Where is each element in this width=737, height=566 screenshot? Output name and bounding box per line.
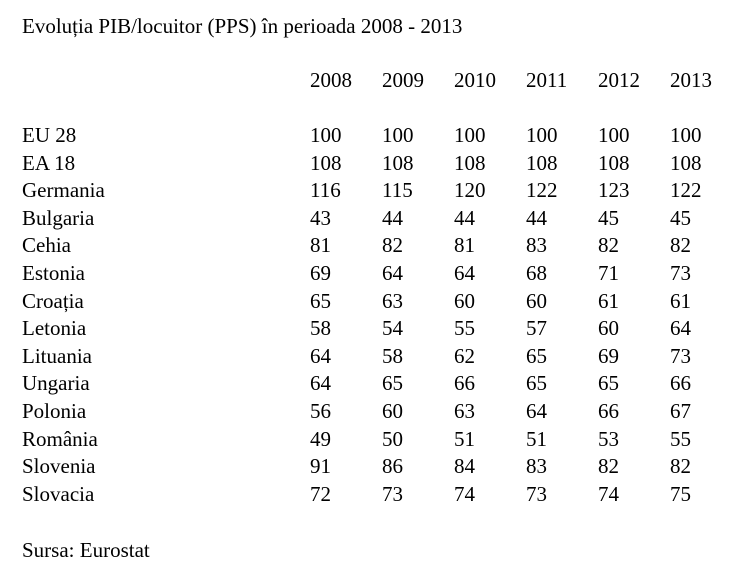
- value-cell: 71: [598, 260, 619, 285]
- value-cell: 64: [670, 316, 691, 341]
- value-cell: 108: [310, 150, 342, 175]
- table-row: [22, 398, 737, 426]
- value-cell: 74: [454, 481, 475, 506]
- value-cell: 69: [598, 343, 619, 368]
- country-label: EA 18: [22, 150, 76, 175]
- value-cell: 64: [454, 260, 475, 285]
- table-row: [22, 370, 737, 398]
- value-cell: 58: [382, 343, 403, 368]
- value-cell: 65: [310, 288, 331, 313]
- value-cell: 53: [598, 426, 619, 451]
- value-cell: 108: [382, 150, 414, 175]
- value-cell: 100: [310, 123, 342, 147]
- table-row: [22, 205, 737, 233]
- value-cell: 55: [454, 316, 475, 341]
- country-label: Bulgaria: [22, 205, 95, 230]
- value-cell: 100: [382, 123, 414, 147]
- year-header: 2009: [382, 68, 424, 92]
- value-cell: 81: [454, 233, 475, 258]
- value-cell: 84: [454, 454, 475, 479]
- year-header: 2010: [454, 68, 496, 92]
- value-cell: 67: [670, 398, 691, 423]
- table-body: [22, 122, 737, 508]
- value-cell: 64: [526, 398, 547, 423]
- country-label: Letonia: [22, 316, 87, 341]
- year-header: 2012: [598, 68, 640, 92]
- value-cell: 49: [310, 426, 331, 451]
- value-cell: 44: [454, 205, 475, 230]
- value-cell: 55: [670, 426, 691, 451]
- country-label: România: [22, 426, 98, 451]
- value-cell: 72: [310, 481, 331, 506]
- table-row: [22, 453, 737, 481]
- value-cell: 108: [454, 150, 486, 175]
- value-cell: 61: [670, 288, 691, 313]
- value-cell: 108: [526, 150, 558, 175]
- value-cell: 43: [310, 205, 331, 230]
- value-cell: 64: [310, 343, 331, 368]
- value-cell: 63: [382, 288, 403, 313]
- value-cell: 51: [526, 426, 547, 451]
- country-label: Estonia: [22, 260, 85, 285]
- value-cell: 108: [598, 150, 630, 175]
- value-cell: 60: [382, 398, 403, 423]
- value-cell: 73: [670, 343, 691, 368]
- value-cell: 62: [454, 343, 475, 368]
- value-cell: 64: [310, 371, 331, 396]
- table-spacer: [22, 94, 737, 122]
- value-cell: 86: [382, 454, 403, 479]
- year-header: 2008: [310, 68, 352, 92]
- year-header: 2011: [526, 68, 568, 92]
- value-cell: 66: [454, 371, 475, 396]
- value-cell: 73: [670, 260, 691, 285]
- value-cell: 44: [526, 205, 547, 230]
- table-row: [22, 315, 737, 343]
- value-cell: 56: [310, 398, 331, 423]
- value-cell: 60: [454, 288, 475, 313]
- country-label: Polonia: [22, 398, 87, 423]
- value-cell: 100: [670, 123, 702, 147]
- value-cell: 63: [454, 398, 475, 423]
- value-cell: 123: [598, 178, 630, 203]
- value-cell: 44: [382, 205, 403, 230]
- country-label: Lituania: [22, 343, 92, 368]
- value-cell: 45: [598, 205, 619, 230]
- value-cell: 115: [382, 178, 413, 203]
- table-row: [22, 426, 737, 454]
- value-cell: 116: [310, 178, 341, 203]
- value-cell: 58: [310, 316, 331, 341]
- value-cell: 69: [310, 260, 331, 285]
- value-cell: 82: [598, 454, 619, 479]
- country-label: Germania: [22, 178, 105, 203]
- country-label: Croația: [22, 288, 84, 313]
- country-label: Ungaria: [22, 371, 90, 396]
- value-cell: 66: [598, 398, 619, 423]
- page-title: Evoluția PIB/locuitor (PPS) în perioada 2008 - 2013: [22, 14, 463, 38]
- table-row: [22, 232, 737, 260]
- value-cell: 120: [454, 178, 486, 203]
- value-cell: 50: [382, 426, 403, 451]
- value-cell: 74: [598, 481, 619, 506]
- country-label: Slovenia: [22, 454, 96, 479]
- value-cell: 83: [526, 454, 547, 479]
- gdp-table: [22, 66, 737, 508]
- year-header: 2013: [670, 68, 712, 92]
- value-cell: 82: [670, 233, 691, 258]
- value-cell: 83: [526, 233, 547, 258]
- value-cell: 82: [670, 454, 691, 479]
- value-cell: 100: [598, 123, 630, 147]
- header-label-empty: [22, 66, 310, 94]
- table-row: [22, 177, 737, 205]
- value-cell: 60: [526, 288, 547, 313]
- value-cell: 122: [526, 178, 558, 203]
- table-row: [22, 288, 737, 316]
- table-row: [22, 343, 737, 371]
- value-cell: 51: [454, 426, 475, 451]
- country-label: Slovacia: [22, 481, 95, 506]
- value-cell: 100: [454, 123, 486, 147]
- value-cell: 65: [526, 343, 547, 368]
- country-label: EU 28: [22, 123, 77, 147]
- value-cell: 64: [382, 260, 403, 285]
- value-cell: 57: [526, 316, 547, 341]
- value-cell: 75: [670, 481, 691, 506]
- value-cell: 65: [382, 371, 403, 396]
- value-cell: 54: [382, 316, 403, 341]
- value-cell: 65: [526, 371, 547, 396]
- value-cell: 82: [598, 233, 619, 258]
- table-row: [22, 122, 737, 150]
- value-cell: 65: [598, 371, 619, 396]
- value-cell: 73: [526, 481, 547, 506]
- value-cell: 81: [310, 233, 331, 258]
- value-cell: 122: [670, 178, 702, 203]
- value-cell: 100: [526, 123, 558, 147]
- country-label: Cehia: [22, 233, 71, 258]
- value-cell: 82: [382, 233, 403, 258]
- value-cell: 66: [670, 371, 691, 396]
- table-row: [22, 481, 737, 509]
- table-row: [22, 150, 737, 178]
- value-cell: 60: [598, 316, 619, 341]
- value-cell: 108: [670, 150, 702, 175]
- value-cell: 61: [598, 288, 619, 313]
- table-header-row: [22, 66, 737, 94]
- value-cell: 73: [382, 481, 403, 506]
- source-note: Sursa: Eurostat: [22, 538, 150, 562]
- table-row: [22, 260, 737, 288]
- value-cell: 45: [670, 205, 691, 230]
- value-cell: 68: [526, 260, 547, 285]
- value-cell: 91: [310, 454, 331, 479]
